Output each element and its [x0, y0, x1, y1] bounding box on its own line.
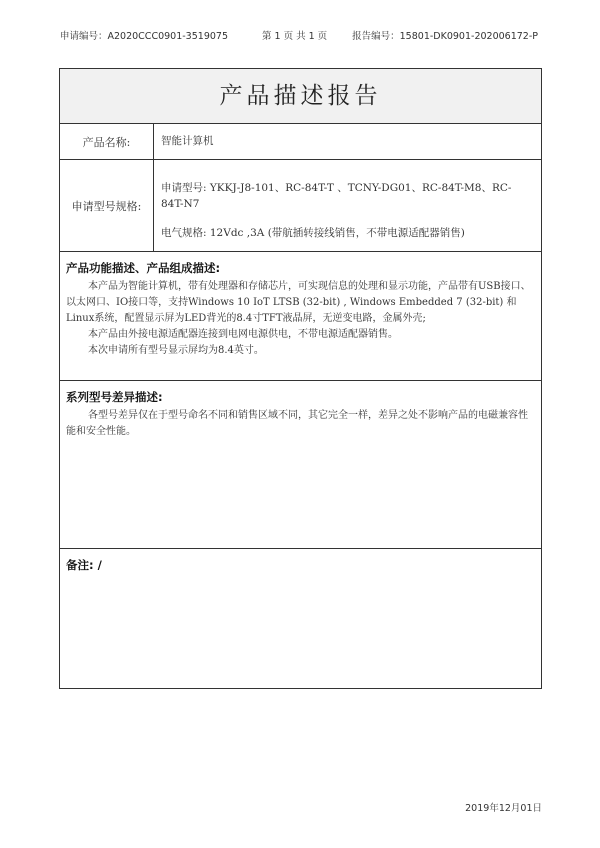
electrical-spec: 电气规格: 12Vdc ,3A (带航插转接线销售，不带电源适配器销售) [161, 227, 465, 239]
function-description [66, 279, 532, 359]
page-info: 第 1 页 共 1 页 [262, 31, 328, 42]
diff-section-title: 系列型号差异描述: [66, 390, 163, 404]
report-date: 2019年12月01日 [465, 803, 542, 814]
application-number: 申请编号：A2020CCC0901-3519075 [60, 31, 228, 42]
page-title: 产品描述报告 [60, 69, 541, 124]
function-paragraph-1: 本产品为智能计算机，带有处理器和存储芯片，可实现信息的处理和显示功能，产品带有USB接口、以太网口、IO接口等，支持Windows 10 IoT LTSB (32-bit) , Windows Embedded 7 (32-bit) 和 Linux系统，配置显示屏为LED背光的8.4寸TFT液晶屏，无逆变电路，金属外壳; [66, 281, 531, 324]
product-name-label: 产品名称: [60, 124, 154, 159]
model-spec-row [60, 160, 541, 252]
report-table [59, 68, 542, 689]
model-list-line-1: 申请型号: YKKJ-J8-101、RC-84T-T 、TCNY-DG01、RC-84T-M8、RC- [161, 182, 512, 194]
function-section-title: 产品功能描述、产品组成描述: [66, 261, 221, 275]
diff-description [66, 408, 532, 440]
remarks-section [60, 549, 541, 688]
diff-paragraph-1: 各型号差异仅在于型号命名不同和销售区域不同，其它完全一样，差异之处不影响产品的电磁兼容性能和安全性能。 [66, 410, 528, 437]
function-paragraph-3: 本次申请所有型号显示屏均为8.4英寸。 [88, 345, 264, 356]
remarks-label: 备注: / [66, 558, 102, 572]
product-name-row [60, 124, 541, 160]
function-section [60, 252, 541, 381]
diff-section [60, 381, 541, 549]
report-number: 报告编号：15801-DK0901-202006172-P [352, 31, 538, 42]
model-spec-label: 申请型号规格: [60, 160, 154, 251]
model-list-line-2: 84T-N7 [161, 198, 200, 210]
product-name-value: 智能计算机 [161, 135, 214, 147]
function-paragraph-2: 本产品由外接电源适配器连接到电网电源供电，不带电源适配器销售。 [88, 329, 398, 340]
